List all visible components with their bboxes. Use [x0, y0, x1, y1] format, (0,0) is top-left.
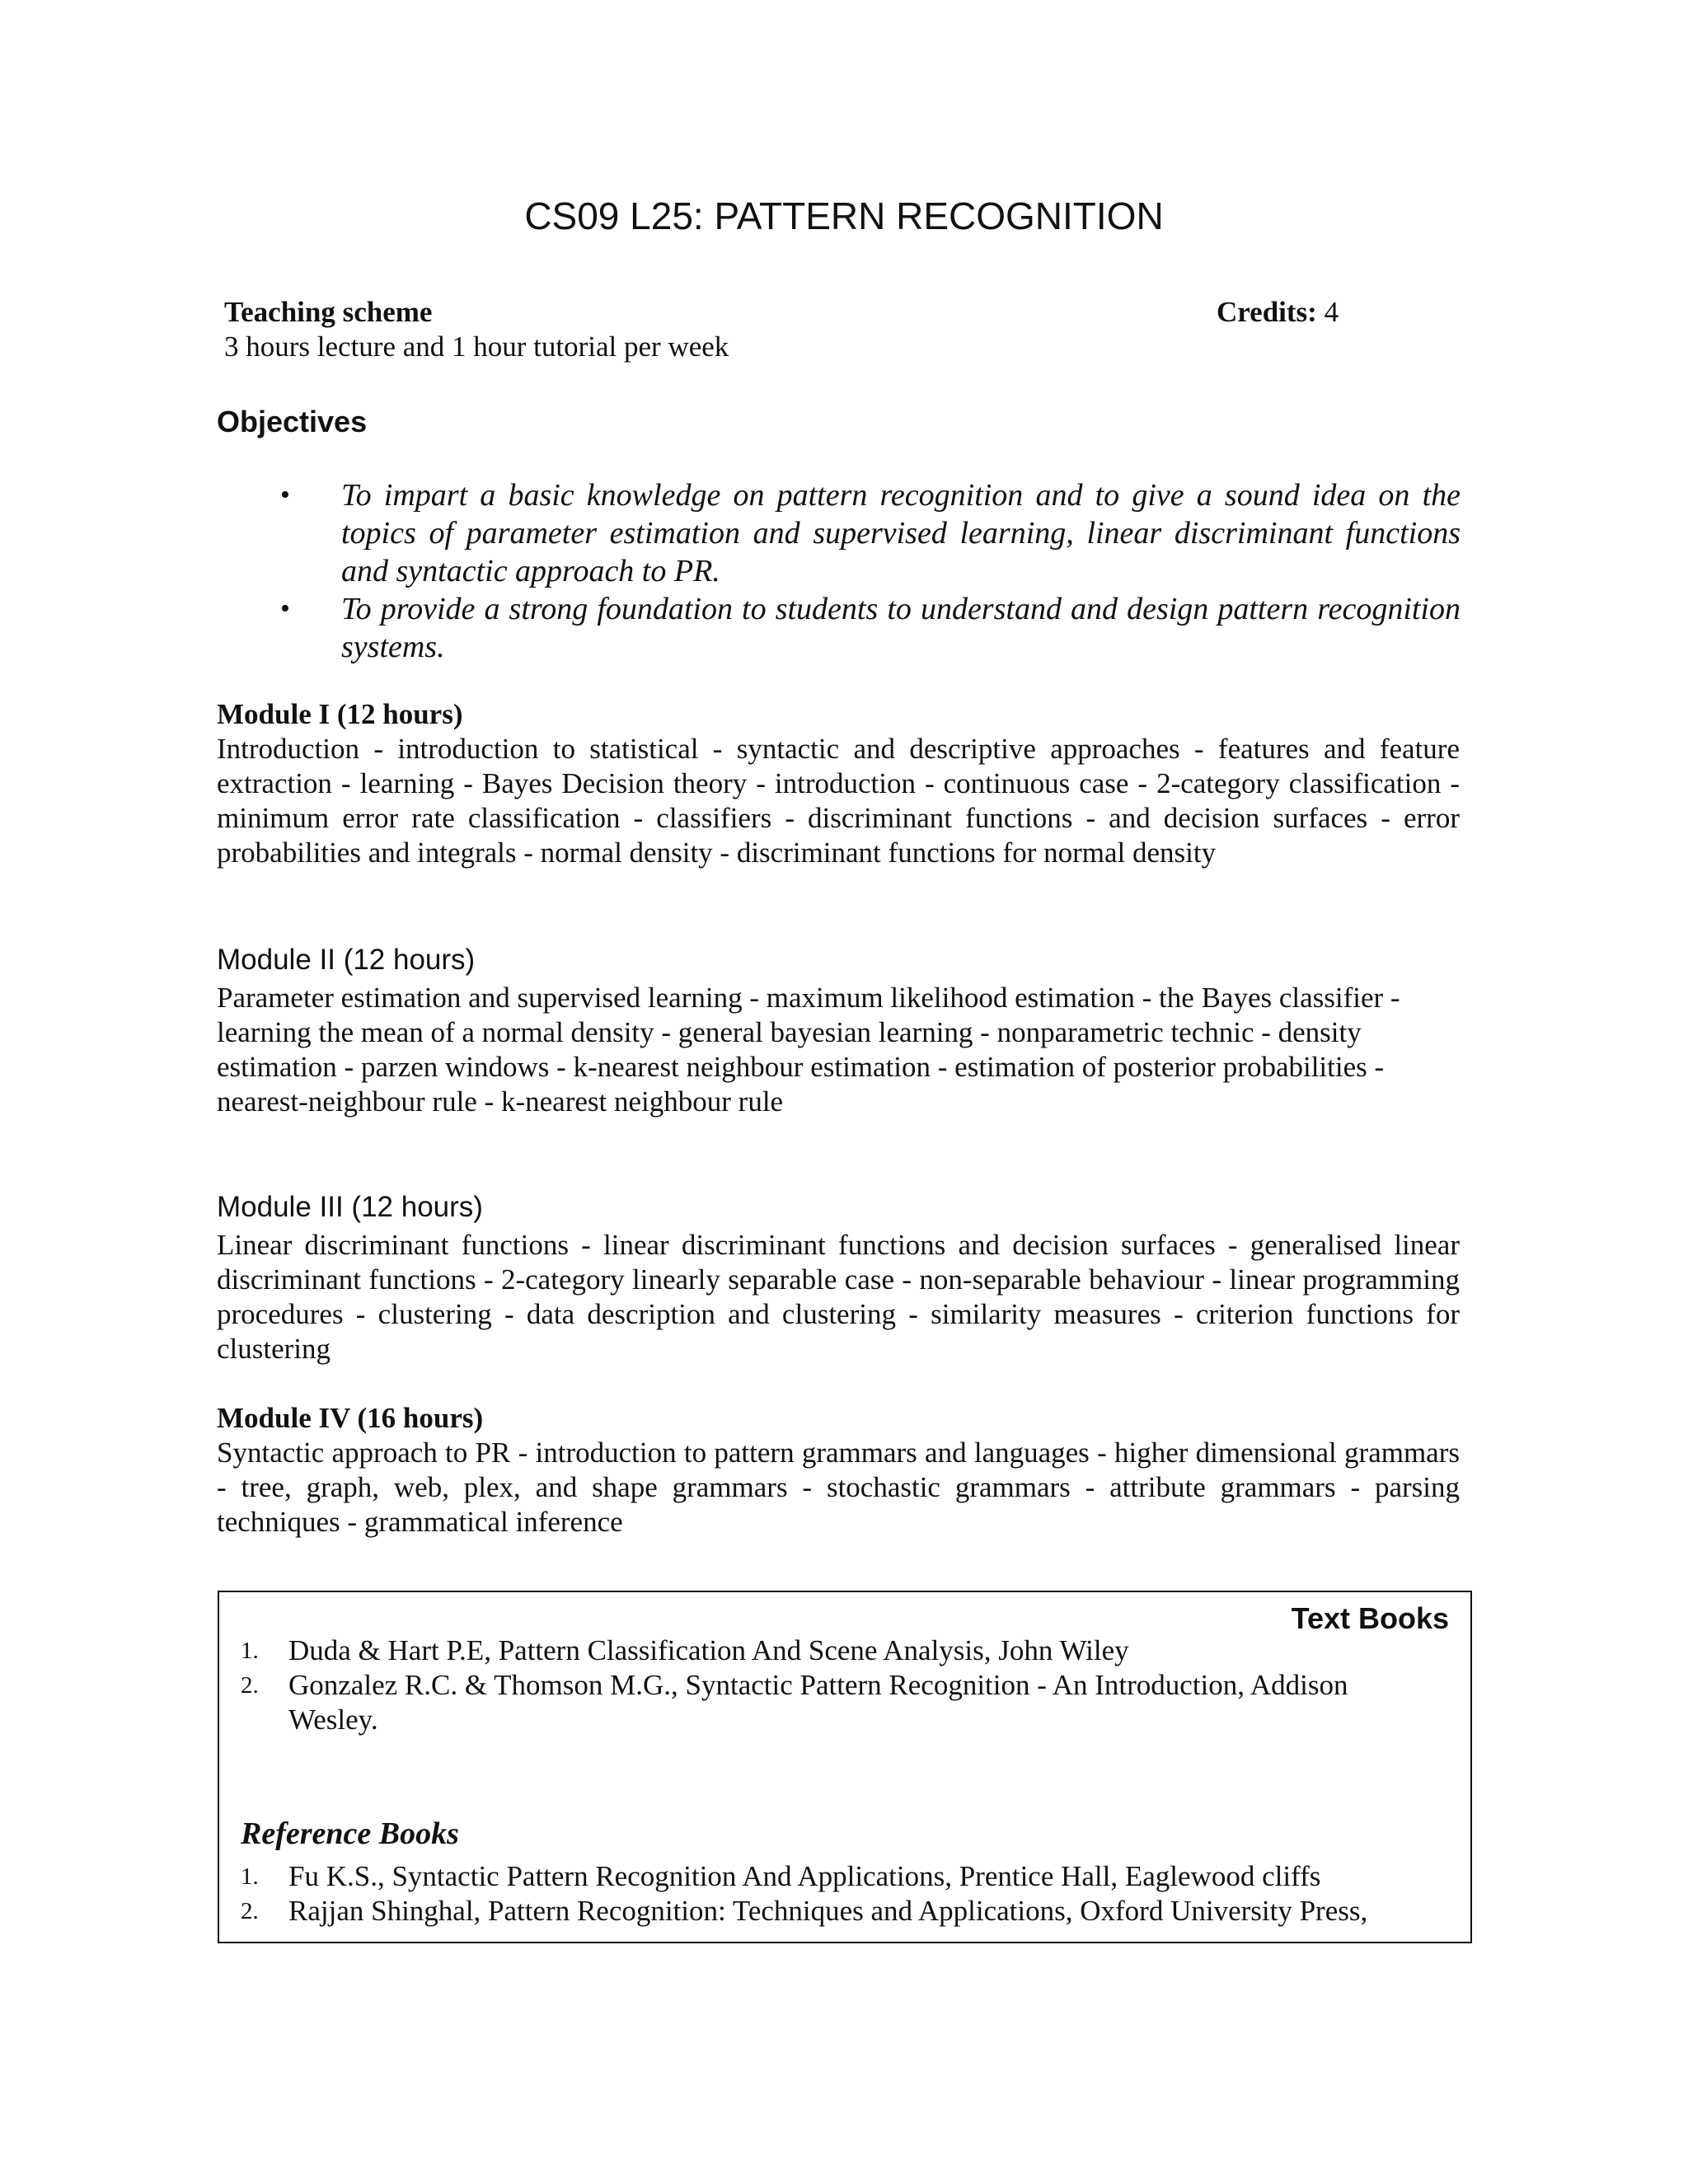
- module-3-body: Linear discriminant functions - linear discriminant functions and decision surfaces - generalised linear discriminant functions - 2-category linearly separable case - non-separable behaviour - linear programming procedures - clustering - data description and clustering - similarity measures - criterion functions for clustering: [217, 1229, 1460, 1365]
- reference-book-item: [219, 1859, 1456, 1894]
- text-books-heading: Text Books: [1291, 1601, 1449, 1635]
- objectives-list: [0, 476, 1688, 666]
- objectives-heading: Objectives: [217, 405, 368, 438]
- bullet-icon: •: [280, 593, 290, 624]
- objective-text: To impart a basic knowledge on pattern recognition and to give a sound idea on the topics of parameter estimation and supervised learning, linear discriminant functions and syntactic approach to PR.: [341, 478, 1461, 588]
- bullet-icon: •: [280, 480, 290, 510]
- book-text: Duda & Hart P.E, Pattern Classification And Scene Analysis, John Wiley: [288, 1634, 1129, 1666]
- reference-book-item: [219, 1894, 1456, 1929]
- text-book-item: [219, 1668, 1390, 1737]
- list-number: 1.: [241, 1863, 259, 1890]
- list-number: 2.: [241, 1898, 259, 1924]
- page-title: CS09 L25: PATTERN RECOGNITION: [524, 194, 1164, 237]
- module-1-body: Introduction - introduction to statistical - syntactic and descriptive approaches - features and feature extraction - learning - Bayes Decision theory - introduction - continuous case - 2-category classification - minimum error rate classification - classifiers - discriminant functions - and decision surfaces - error probabilities and integrals - normal density - discriminant functions for normal density: [217, 733, 1460, 869]
- objective-item: [0, 590, 1688, 666]
- books-box: [218, 1591, 1472, 1943]
- module-2-body: Parameter estimation and supervised learning - maximum likelihood estimation - the Bayes classifier - learning the mean of a normal density - general bayesian learning - nonparametric technic - density estimation - parzen windows - k-nearest neighbour estimation - estimation of posterior probabilities - nearest-neighbour rule - k-nearest neighbour rule: [217, 982, 1400, 1118]
- module-4-heading: Module IV (16 hours): [217, 1402, 484, 1434]
- credits-value: 4: [1324, 296, 1339, 328]
- text-book-item: [219, 1633, 1456, 1668]
- objective-item: [0, 476, 1688, 590]
- module-1-heading: Module I (12 hours): [217, 698, 463, 730]
- list-number: 2.: [241, 1672, 259, 1699]
- module-4-body: Syntactic approach to PR - introduction to pattern grammars and languages - higher dimensional grammars - tree, graph, web, plex, and shape grammars - stochastic grammars - attribute grammars - parsing techniques - grammatical inference: [217, 1436, 1460, 1538]
- credits-label: Credits:: [1217, 296, 1317, 328]
- book-text: Fu K.S., Syntactic Pattern Recognition And Applications, Prentice Hall, Eaglewood cliffs: [288, 1860, 1321, 1892]
- book-text: Rajjan Shinghal, Pattern Recognition: Techniques and Applications, Oxford University Press,: [288, 1895, 1368, 1927]
- list-number: 1.: [241, 1638, 259, 1664]
- teaching-scheme-label: Teaching scheme: [224, 296, 433, 328]
- book-text: Gonzalez R.C. & Thomson M.G., Syntactic Pattern Recognition - An Introduction, Addison Wesley.: [288, 1669, 1348, 1736]
- teaching-hours: 3 hours lecture and 1 hour tutorial per week: [224, 330, 729, 363]
- objective-text: To provide a strong foundation to students to understand and design pattern recognition systems.: [341, 592, 1461, 664]
- module-2-heading: Module II (12 hours): [217, 944, 476, 976]
- credits: [1217, 295, 1339, 330]
- module-3-heading: Module III (12 hours): [217, 1191, 483, 1223]
- reference-books-heading: Reference Books: [241, 1816, 459, 1851]
